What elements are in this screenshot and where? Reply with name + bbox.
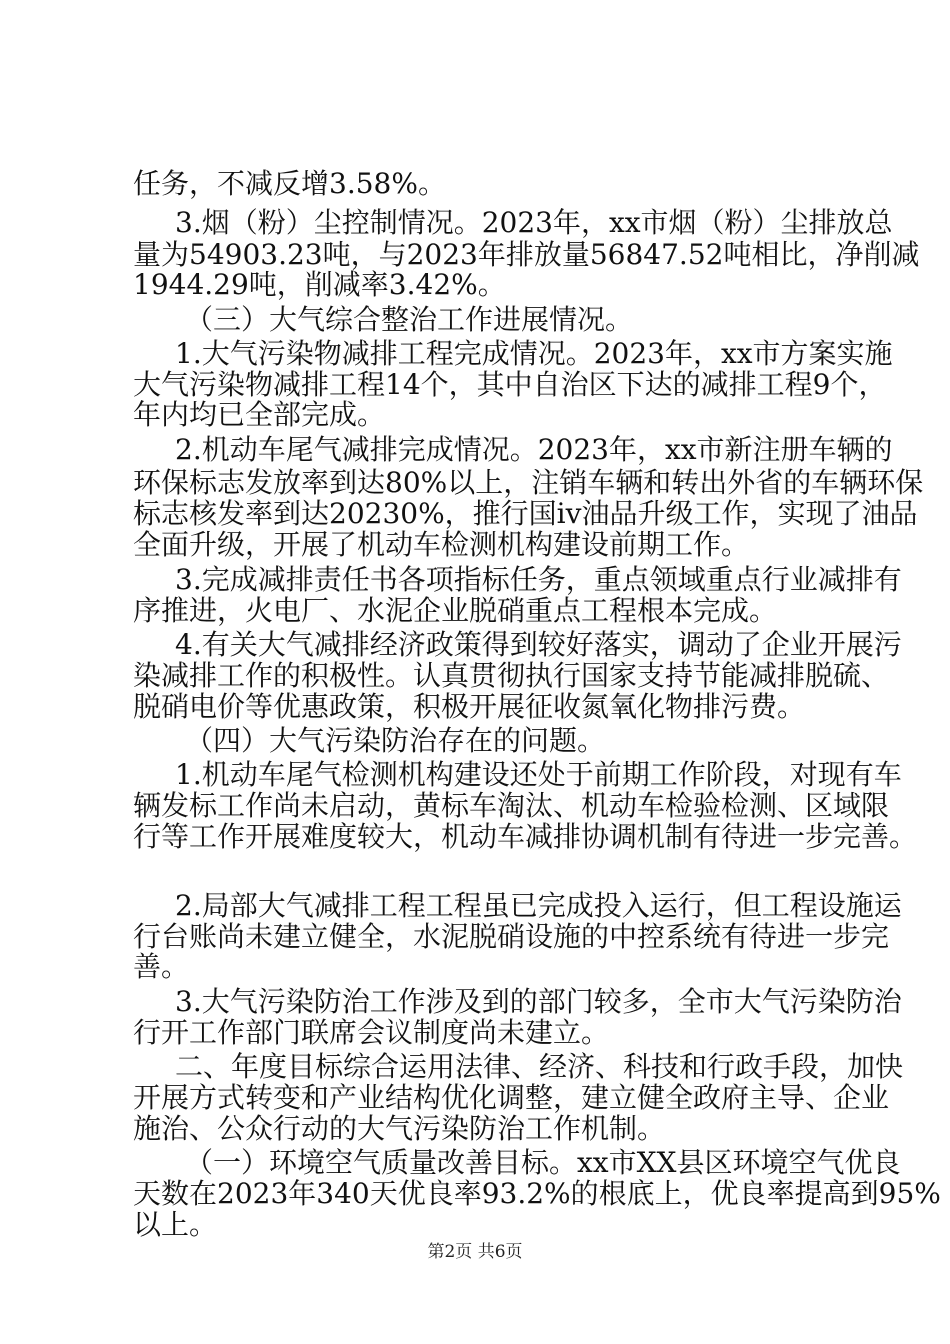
text-line: 2.机动车尾气减排完成情况。2023年，xx市新注册车辆的	[175, 433, 893, 466]
text-line: 任务，不减反增3.58%。	[133, 167, 446, 200]
text-line: 行台账尚未建立健全，水泥脱硝设施的中控系统有待进一步完	[133, 920, 890, 953]
text-line: 序推进，火电厂、水泥企业脱硝重点工程根本完成。	[133, 594, 778, 627]
text-line: 善。	[133, 950, 190, 983]
text-line: 开展方式转变和产业结构优化调整，建立健全政府主导、企业	[133, 1081, 890, 1114]
text-line: 大气污染物减排工程14个，其中自治区下达的减排工程9个，	[133, 368, 887, 401]
text-line: 全面升级，开展了机动车检测机构建设前期工作。	[133, 528, 750, 561]
text-line: 4.有关大气减排经济政策得到较好落实，调动了企业开展污	[175, 628, 902, 661]
text-line: 2.局部大气减排工程工程虽已完成投入运行，但工程设施运	[175, 889, 902, 922]
text-line: 二、年度目标综合运用法律、经济、科技和行政手段，加快	[175, 1050, 904, 1083]
text-line: 环保标志发放率到达80%以上，注销车辆和转出外省的车辆环保	[133, 466, 924, 499]
text-line: 1.大气污染物减排工程完成情况。2023年，xx市方案实施	[175, 337, 893, 370]
text-line: 3.烟（粉）尘控制情况。2023年，xx市烟（粉）尘排放总	[175, 206, 893, 239]
page-footer: 第2页 共6页	[427, 1242, 523, 1262]
text-line: （四）大气污染防治存在的问题。	[185, 724, 606, 757]
text-line: 脱硝电价等优惠政策，积极开展征收氮氧化物排污费。	[133, 690, 806, 723]
text-line: （三）大气综合整治工作进展情况。	[185, 303, 634, 336]
text-line: 3.完成减排责任书各项指标任务，重点领域重点行业减排有	[175, 563, 902, 596]
text-line: 以上。	[133, 1208, 218, 1241]
text-line: 1.机动车尾气检测机构建设还处于前期工作阶段，对现有车	[175, 758, 902, 791]
text-line: 3.大气污染防治工作涉及到的部门较多，全市大气污染防治	[175, 985, 902, 1018]
text-line: 行等工作开展难度较大，机动车减排协调机制有待进一步完善。	[133, 820, 918, 853]
text-line: 年内均已全部完成。	[133, 398, 386, 431]
text-line: 施治、公众行动的大气污染防治工作机制。	[133, 1112, 666, 1145]
text-line: 染减排工作的积极性。认真贯彻执行国家支持节能减排脱硫、	[133, 659, 890, 692]
text-line: 天数在2023年340天优良率93.2%的根底上，优良率提高到95%	[133, 1177, 941, 1210]
text-line: 量为54903.23吨，与2023年排放量56847.52吨相比，净削减	[133, 238, 920, 271]
text-line: 辆发标工作尚未启动，黄标车淘汰、机动车检验检测、区域限	[133, 789, 890, 822]
text-line: 行开工作部门联席会议制度尚未建立。	[133, 1016, 610, 1049]
text-line: 标志核发率到达20230%，推行国iv油品升级工作，实现了油品	[133, 497, 918, 530]
text-line: （一）环境空气质量改善目标。xx市XX县区环境空气优良	[185, 1146, 901, 1179]
text-line: 1944.29吨，削减率3.42%。	[133, 268, 506, 301]
